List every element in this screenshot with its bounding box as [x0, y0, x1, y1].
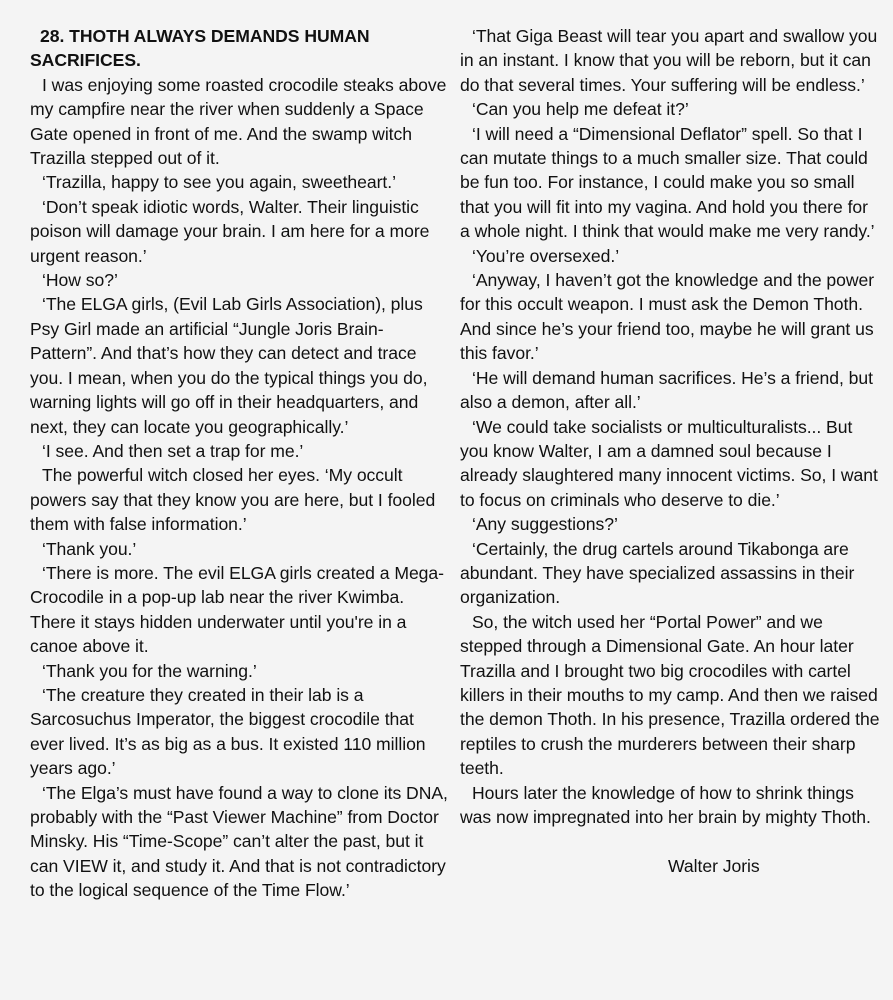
- paragraph: ‘The creature they created in their lab is a Sarcosuchus Imperator, the biggest crocodile that ever lived. It’s as big as a bus. It existed 110 million years ago.’: [30, 684, 426, 779]
- paragraph: So, the witch used her “Portal Power” and we stepped through a Dimensional Gate. An hour later Trazilla and I brought two big crocodiles with cartel killers in their mouths to my camp. And then we raised the demon Thoth. In his presence, Trazilla ordered the reptiles to crush the murderers between their sharp teeth.: [460, 611, 880, 779]
- paragraph: ‘The ELGA girls, (Evil Lab Girls Association), plus Psy Girl made an artificial “Jungle Joris Brain-Pattern”. And that’s how they can detect and trace you. I mean, when you do the typical things you do, warning lights will go off in their headquarters, and next, they can locate you geographically.’: [30, 294, 428, 437]
- article-number: 28.: [40, 26, 65, 46]
- paragraph: ‘You’re oversexed.’: [472, 245, 620, 266]
- paragraph: ‘Can you help me defeat it?’: [472, 99, 689, 120]
- right-column: [460, 24, 880, 878]
- paragraph: ‘Don’t speak idiotic words, Walter. Their linguistic poison will damage your brain. I am here for a more urgent reason.’: [30, 196, 430, 266]
- paragraph: ‘That Giga Beast will tear you apart and swallow you in an instant. I know that you will be reborn, but it can do that several times. Your suffering will be endless.’: [460, 26, 878, 95]
- paragraph: ‘Anyway, I haven’t got the knowledge and the power for this occult weapon. I must ask the Demon Thoth. And since he’s your friend too, maybe he will grant us this favor.’: [460, 270, 875, 364]
- paragraph: The powerful witch closed her eyes. ‘My occult powers say that they know you are here, but I fooled them with false information.’: [30, 465, 436, 535]
- paragraph: ‘The Elga’s must have found a way to clone its DNA, probably with the “Past Viewer Machine” from Doctor Minsky. His “Time-Scope” can’t alter the past, but it can VIEW it, and study it. And that is not contradictory to the logical sequence of the Time Flow.’: [30, 782, 448, 901]
- paragraph: ‘Any suggestions?’: [472, 514, 618, 535]
- author-signature: Walter Joris: [668, 855, 760, 876]
- paragraph: ‘How so?’: [42, 270, 118, 291]
- paragraph: ‘I will need a “Dimensional Deflator” spell. So that I can mutate things to a much smaller size. That could be fun too. For instance, I could make you so small that you will fit into my vagina. And hold you there for a whole night. I think that would make me very randy.’: [460, 123, 875, 242]
- paragraph: ‘Thank you.’: [42, 538, 137, 559]
- paragraph: ‘Trazilla, happy to see you again, sweetheart.’: [42, 172, 396, 193]
- paragraph: ‘Thank you for the warning.’: [42, 660, 257, 681]
- paragraph: ‘There is more. The evil ELGA girls created a Mega-Crocodile in a pop-up lab near the river Kwimba. There it stays hidden underwater until you're in a canoe above it.: [30, 562, 444, 657]
- paragraph: ‘He will demand human sacrifices. He’s a friend, but also a demon, after all.’: [460, 367, 873, 413]
- article-title-text: THOTH ALWAYS DEMANDS HUMAN SACRIFICES.: [30, 26, 370, 71]
- paragraph: I was enjoying some roasted crocodile steaks above my campfire near the river when suddenly a Space Gate opened in front of me. And the swamp witch Trazilla stepped out of it.: [30, 74, 447, 169]
- paragraph: ‘Certainly, the drug cartels around Tikabonga are abundant. They have specialized assassins in their organization.: [460, 538, 855, 608]
- paragraph: Hours later the knowledge of how to shrink things was now impregnated into her brain by mighty Thoth.: [460, 782, 871, 827]
- paragraph: ‘I see. And then set a trap for me.’: [42, 440, 304, 461]
- paragraph: ‘We could take socialists or multiculturalists... But you know Walter, I am a damned soul because I already slaughtered many innocent victims. So, I want to focus on criminals who deserve to die.’: [460, 416, 878, 510]
- left-column: [30, 24, 450, 903]
- article-title: [30, 24, 450, 73]
